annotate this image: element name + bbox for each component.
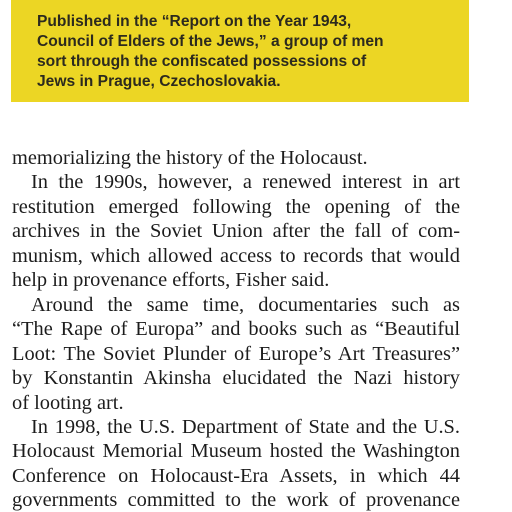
paragraph-line: Holocaust Memorial Museum hosted the Washington — [12, 440, 460, 463]
paragraph-line: In the 1990s, however, a renewed interest in art — [31, 171, 460, 194]
caption-line: Jews in Prague, Czechoslovakia. — [37, 73, 281, 90]
paragraph-line: In 1998, the U.S. Department of State and the U.S. — [31, 415, 460, 438]
paragraph-line: by Konstantin Akinsha elucidated the Nazi history — [12, 367, 460, 390]
paragraph-line: munism, which allowed access to records that would — [12, 244, 460, 267]
caption-line: Council of Elders of the Jews,” a group of men — [37, 33, 384, 50]
photo-caption — [37, 12, 455, 92]
caption-line: sort through the confiscated possessions of — [37, 53, 367, 70]
paragraph-line: Loot: The Soviet Plunder of Europe’s Art Treasures” — [12, 342, 460, 365]
article-body — [12, 146, 460, 512]
paragraph-line: governments committed to the work of provenance — [12, 489, 460, 512]
caption-line: Published in the “Report on the Year 1943, — [37, 13, 352, 30]
paragraph-line: Conference on Holocaust-Era Assets, in which 44 — [12, 464, 460, 487]
paragraph-line: memorializing the history of the Holocaust. — [12, 147, 368, 169]
paragraph-line: of looting art. — [12, 391, 124, 414]
paragraph-line: archives in the Soviet Union after the fall of com- — [12, 220, 460, 243]
paragraph-line: restitution emerged following the opening of the — [12, 195, 460, 218]
paragraph-line: help in provenance efforts, Fisher said. — [12, 269, 330, 292]
paragraph-line: “The Rape of Europa” and books such as “Beautiful — [12, 318, 460, 341]
paragraph-line: Around the same time, documentaries such as — [31, 293, 460, 316]
photo-caption-box — [11, 0, 469, 102]
